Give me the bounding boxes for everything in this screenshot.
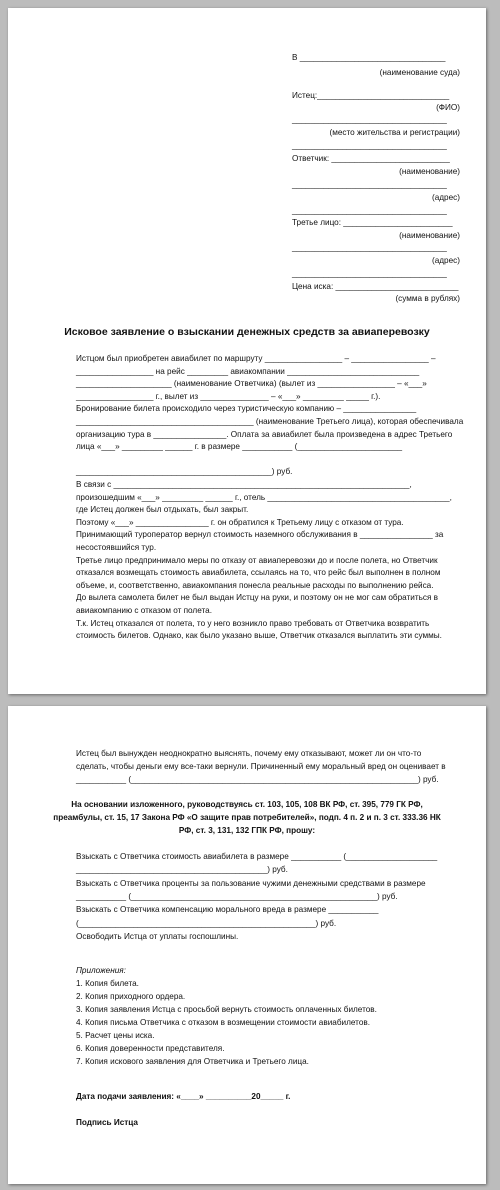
body-line: объеме, и, соответственно, авиакомпания понесла реальные расходы по выполнению рейса.: [76, 580, 434, 590]
body-line: отказался возмещать стоимость авиабилета, ссылаясь на то, что рейс был выполнен в полном: [76, 568, 441, 578]
request-line: Взыскать с Ответчика компенсацию морального вреда в размере ___________: [76, 905, 379, 915]
name-hint: (наименование): [399, 167, 460, 176]
blank-line: __________________________________: [292, 141, 447, 150]
body-line: несостоявшийся тур.: [76, 543, 157, 552]
body-line: До вылета самолета билет не был выдан Истцу на руки, и поэтому он не мог сам обратиться в: [76, 593, 439, 603]
body-line: стоимость билетов. Однако, как было указано выше, Ответчик отказался выплатить эти суммы.: [76, 631, 442, 641]
appendix-item: 3. Копия заявления Истца с просьбой вернуть стоимость оплаченных билетов.: [76, 1005, 377, 1014]
request-line: (____________________________________________________) руб.: [76, 918, 337, 928]
request-line: ___________ (______________________________________________________) руб.: [76, 891, 398, 901]
defendant-field: Ответчик: __________________________: [292, 154, 450, 163]
basis-line: На основании изложенного, руководствуясь ст. 103, 105, 108 ВК РФ, ст. 395, 779 ГК РФ,: [71, 800, 423, 809]
body-line: Истец был вынужден неоднократно выяснять, почему ему отказывают, может ли он что-то: [76, 749, 422, 758]
body-line: Принимающий туроператор вернул стоимость наземного обслуживания в ________________ за: [76, 530, 444, 540]
basis-line: преамбулы, ст. 15, 17 Закона РФ «О защите прав потребителей», подп. 4 п. 2 и п. 3 ст. 333.36 НК: [53, 813, 441, 822]
name-hint: (наименование): [399, 231, 460, 240]
appendix-title: Приложения:: [76, 966, 126, 975]
appendix-item: 2. Копия приходного ордера.: [76, 992, 186, 1001]
request-line: Взыскать с Ответчика проценты за пользование чужими денежными средствами в размере: [76, 878, 426, 888]
blank-line: __________________________________: [292, 206, 447, 215]
body-line: ___________________________________________) руб.: [76, 467, 293, 477]
body-line: Истцом был приобретен авиабилет по маршруту _________________ – _________________ –: [76, 354, 436, 363]
residence-hint: (место жительства и регистрации): [329, 128, 460, 137]
appendix-item: 1. Копия билета.: [76, 979, 139, 988]
court-field: В ________________________________: [292, 53, 446, 62]
document-page-1: [8, 8, 486, 694]
blank-line: __________________________________: [292, 243, 447, 252]
appendix-item: 4. Копия письма Ответчика с отказом в возмещении стоимости авиабилетов.: [76, 1018, 370, 1027]
request-line: __________________________________________) руб.: [76, 865, 288, 875]
appendix-item: 7. Копия искового заявления для Ответчика и Третьего лица.: [76, 1057, 309, 1066]
blank-line: __________________________________: [292, 115, 447, 124]
body-line: _________________ на рейс _________ авиакомпании _____________________________: [76, 366, 420, 376]
body-line: _______________________________________ (наименование Третьего лица), которая обеспечивала: [76, 417, 464, 426]
body-line: _____________________ (наименование Ответчика) (вылет из _________________ – «___»: [76, 379, 427, 389]
body-line: авиакомпанию с отказом от полета.: [76, 606, 212, 615]
document-title: Исковое заявление о взыскании денежных средств за авиаперевозку: [64, 326, 430, 338]
body-line: Бронирование билета происходило через туристическую компанию – ________________: [76, 404, 417, 414]
body-line: _________________ г., вылет из _______________ – «___» _________ _____ г.).: [76, 391, 381, 401]
plaintiff-signature: Подпись Истца: [76, 1118, 138, 1127]
address-hint: (адрес): [432, 193, 460, 202]
body-line: произошедшим «___» _________ ______ г., отель ________________________________________,: [76, 492, 452, 502]
third-party-field: Третье лицо: ________________________: [292, 218, 453, 227]
address-hint: (адрес): [432, 256, 460, 265]
body-line: Поэтому «___» ________________ г. он обратился к Третьему лицу с отказом от тура.: [76, 517, 404, 527]
body-line: организацию тура в ________________. Оплата за авиабилет была произведена в адрес Третьего: [76, 429, 453, 439]
appendix-item: 5. Расчет цены иска.: [76, 1031, 155, 1040]
body-line: лица «___» _________ ______ г. в размере ___________ (_______________________: [76, 442, 403, 452]
body-line: где Истец должен был отдыхать, был закрыт.: [76, 505, 249, 515]
blank-line: __________________________________: [292, 269, 447, 278]
request-line: Взыскать с Ответчика стоимость авиабилета в размере ___________ (____________________: [76, 852, 438, 861]
body-line: сделать, чтобы деньги ему все-таки вернули. Причиненный ему моральный вред он оценивает в: [76, 762, 446, 771]
body-line: Третье лицо предпринимало меры по отказу от авиаперевозки до и после полета, но Ответчик: [76, 555, 438, 565]
body-line: Т.к. Истец отказался от полета, то у него возникло право требовать от Ответчика возвратить: [76, 618, 430, 628]
blank-line: __________________________________: [292, 180, 447, 189]
request-line: Освободить Истца от уплаты госпошлины.: [76, 931, 239, 941]
plaintiff-field: Истец:_____________________________: [292, 91, 450, 100]
sum-hint: (сумма в рублях): [395, 294, 460, 303]
claim-price-field: Цена иска: ___________________________: [292, 282, 459, 291]
court-hint: (наименование суда): [379, 68, 460, 77]
fio-hint: (ФИО): [436, 103, 460, 112]
appendix-item: 6. Копия доверенности представителя.: [76, 1044, 225, 1053]
body-line: В связи с _________________________________________________________________,: [76, 480, 412, 489]
body-line: ___________ (_______________________________________________________________) руб.: [76, 775, 439, 784]
basis-line: РФ, ст. 3, 131, 132 ГПК РФ, прошу:: [178, 826, 316, 835]
filing-date: Дата подачи заявления: «____» __________20_____ г.: [76, 1092, 291, 1101]
document-page-2: [8, 706, 486, 1184]
